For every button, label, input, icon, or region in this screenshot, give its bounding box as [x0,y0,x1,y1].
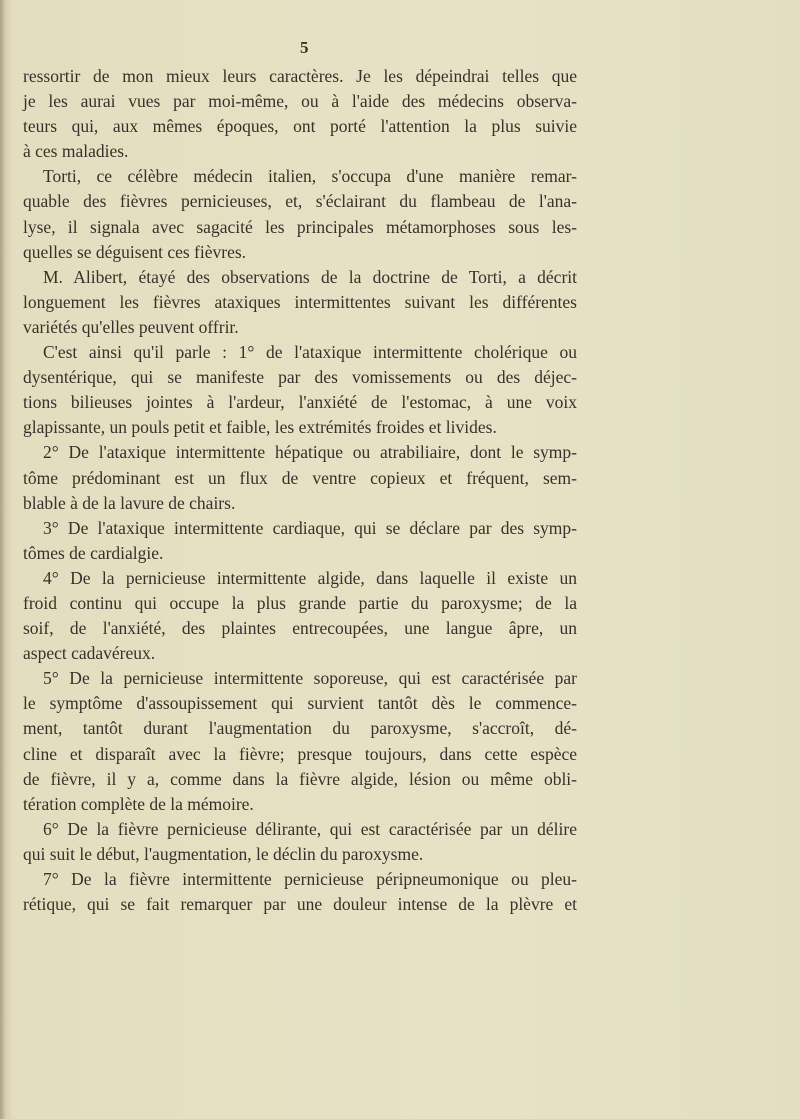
text-line: C'est ainsi qu'il parle : 1° de l'ataxique intermittente cholérique ou [43,342,577,363]
text-line: glapissante, un pouls petit et faible, les extrémités froides et livides. [23,417,497,438]
text-line: 5° De la pernicieuse intermittente soporeuse, qui est caractérisée par [43,668,577,689]
text-line: soif, de l'anxiété, des plaintes entrecoupées, une langue âpre, un [23,618,577,639]
text-line: je les aurai vues par moi-même, ou à l'aide des médecins observa- [23,91,577,112]
text-line: ressortir de mon mieux leurs caractères. Je les dépeindrai telles que [23,66,577,86]
text-line: aspect cadavéreux. [23,643,156,664]
text-line: qui suit le début, l'augmentation, le déclin du paroxysme. [23,843,424,864]
text-line: ment, tantôt durant l'augmentation du paroxysme, s'accroît, dé- [23,718,577,739]
text-line: de fièvre, il y a, comme dans la fièvre algide, lésion ou même obli- [23,768,577,789]
text-line: lyse, il signala avec sagacité les principales métamorphoses sous les- [23,216,577,237]
text-line: 7° De la fièvre intermittente pernicieuse péripneumonique ou pleu- [43,869,577,889]
text-line: à ces maladies. [23,141,129,162]
text-line: 4° De la pernicieuse intermittente algide, dans laquelle il existe un [43,567,577,588]
text-line: tômes de cardialgie. [23,542,164,563]
text-line: variétés qu'elles peuvent offrir. [23,316,239,337]
text-line: tôme prédominant est un flux de ventre copieux et fréquent, sem- [23,467,577,488]
text-line: quable des fièvres pernicieuses, et, s'éclairant du flambeau de l'ana- [23,191,577,212]
text-line: 3° De l'ataxique intermittente cardiaque, qui se déclare par des symp- [43,517,577,538]
page-number: 5 [300,38,309,57]
body-text [23,64,577,917]
text-line: M. Alibert, étayé des observations de la doctrine de Torti, a décrit [43,266,577,287]
text-line: tération complète de la mémoire. [23,793,254,814]
text-line: cline et disparaît avec la fièvre; presque toujours, dans cette espèce [23,743,577,764]
text-line: teurs qui, aux mêmes époques, ont porté l'attention la plus suivie [23,116,577,137]
text-line: rétique, qui se fait remarquer par une douleur intense de la plèvre et [23,894,577,915]
text-line: dysentérique, qui se manifeste par des vomissements ou des déjec- [23,367,577,388]
text-line: le symptôme d'assoupissement qui survient tantôt dès le commence- [23,693,577,714]
text-line: 6° De la fièvre pernicieuse délirante, qui est caractérisée par un délire [43,818,577,839]
text-line: Torti, ce célèbre médecin italien, s'occupa d'une manière remar- [43,166,577,187]
text-line: froid continu qui occupe la plus grande partie du paroxysme; de la [23,592,577,613]
text-line: 2° De l'ataxique intermittente hépatique ou atrabiliaire, dont le symp- [43,442,577,463]
text-line: tions bilieuses jointes à l'ardeur, l'anxiété de l'estomac, à une voix [23,392,577,413]
text-line: quelles se déguisent ces fièvres. [23,241,247,262]
text-line: longuement les fièvres ataxiques intermittentes suivant les différentes [23,291,577,312]
text-line: blable à de la lavure de chairs. [23,492,236,513]
